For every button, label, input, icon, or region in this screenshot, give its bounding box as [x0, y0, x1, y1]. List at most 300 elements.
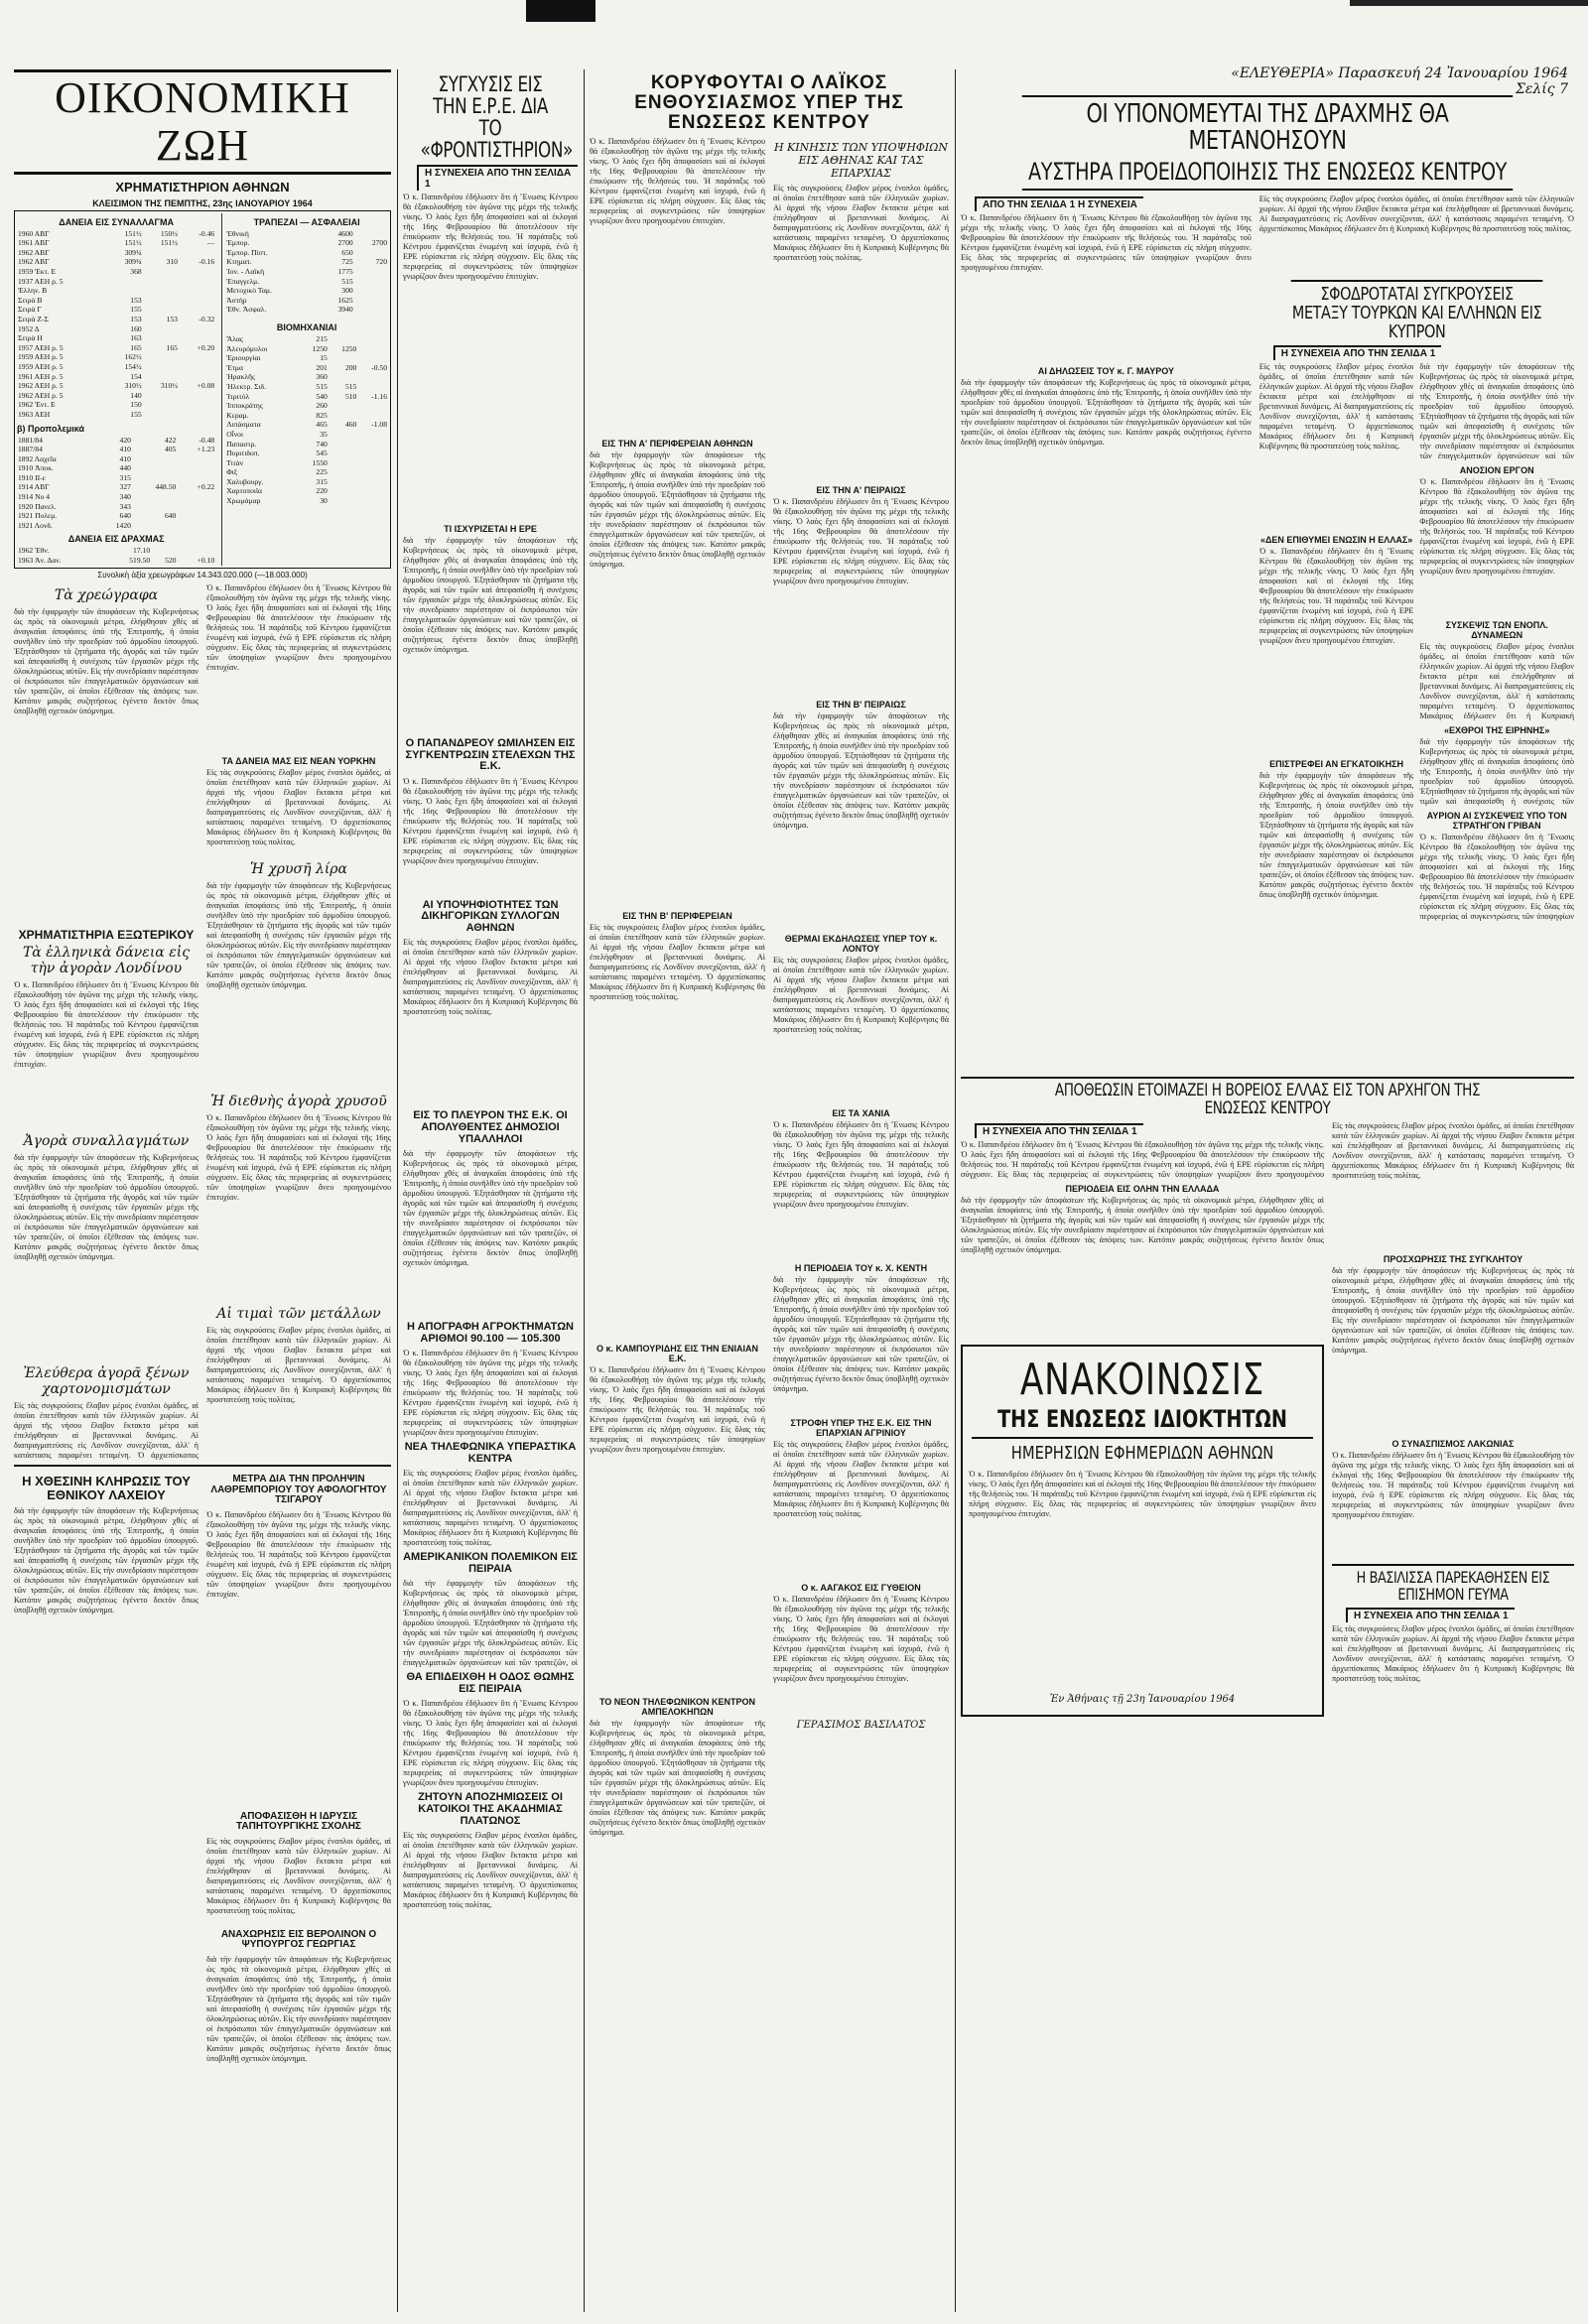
table-cell: 1910 Ἀποκ.: [18, 463, 54, 473]
dismissed-title: ΕΙΣ ΤΟ ΠΛΕΥΡΟΝ ΤΗΣ Ε.Κ. ΟΙ ΑΠΟΛΥΘΕΝΤΕΣ ΔΗΜΟΣΙΟΙ ΥΠΑΛΛΗΛΟΙ: [413, 1109, 568, 1145]
table-cell: [329, 372, 358, 382]
prewar-header: β) Προπολεμικά: [17, 423, 84, 434]
table-cell: [354, 286, 388, 296]
table-cell: [143, 267, 179, 277]
loan-row: [17, 315, 215, 324]
table-cell: Χρωμάμαρ: [226, 496, 261, 506]
table-cell: -0.32: [198, 314, 215, 323]
filler-text: διὰ τὴν ἐφαρμογὴν τῶν ἀποφάσεων τῆς Κυβερνήσεως ὡς πρὸς τὰ οἰκονομικὰ μέτρα, ἐλήφθησαν χθὲς αἱ ἀναγκαῖαι ἀποφάσεις ὑπὸ τῆς Ἐπιτροπῆς, ἡ ὁποία συνῆλθεν ὑπὸ τὴν προεδρίαν τοῦ ἁρμοδίου ὑπουργοῦ. Ἐξητάσθησαν τὰ ζητήματα τῆς ἀγορᾶς καὶ τῶν τιμῶν καὶ ἀπεφασίσθη ἡ συνέχισις τῶν ἐργασιῶν μέχρι τῆς ὁλοκληρώσεως αὐτῶν. Εἰς τὴν συνεδρίασιν παρέστησαν οἱ ἐκπρόσωποι τῶν ἐπαγγελματικῶν ὀργανώσεων καὶ τῶν τραπεζῶν, οἱ ὁποῖοι ἐξέθεσαν τὰς ἀπόψεις των. Κατόπιν μακρᾶς συζητήσεως ἐγένετο δεκτὸν ὅπως ὑποβληθῇ σχετικὸν ὑπόμνημα.: [14, 1153, 198, 1262]
prewar-row: [17, 473, 215, 483]
table-cell: 162½: [124, 352, 142, 362]
table-cell: +1.23: [197, 445, 215, 454]
table-cell: [179, 410, 215, 420]
table-cell: [179, 296, 215, 306]
enthusiasm-column: [590, 69, 949, 2312]
filler-text: Εἰς τὰς συγκρούσεις ἔλαβον μέρος ἐνοπλοι ὁμάδες, αἱ ὁποῖαι ἐπετέθησαν κατὰ τῶν ἑλληνικῶν χωρίων. Αἱ ἀρχαὶ τῆς νήσου ἔλαβον ἔκτακτα μέτρα καὶ ἐπελήφθησαν αἱ βρεταννικαὶ δυνάμεις. Αἱ διαπραγματεύσεις εἰς Λονδῖνον συνεχίζονται, ἀλλ' ἡ κατάστασις παραμένει τεταμένη. Ὁ ἀρχιεπίσκοπος Μακάριος ἐδήλωσεν ὅτι ἡ Κυπριακὴ Κυβέρνησις θὰ προστατεύσῃ τοὺς πολίτας.: [403, 1831, 578, 1910]
domestic-header: ΔΑΝΕΙΑ ΕΙΣ ΔΡΑΧΜΑΣ: [67, 534, 165, 545]
section-head: ΕΙΣ ΤΗΝ Β' ΠΕΙΡΑΙΩΣ: [816, 699, 906, 710]
loan-row: [17, 381, 215, 391]
table-cell: 150: [130, 400, 142, 410]
industry-row: [225, 449, 388, 458]
table-cell: [179, 248, 215, 258]
table-cell: [143, 296, 179, 306]
filler-text: Εἰς τὰς συγκρούσεις ἔλαβον μέρος ἐνοπλοι ὁμάδες, αἱ ὁποῖαι ἐπετέθησαν κατὰ τῶν ἑλληνικῶν χωρίων. Αἱ ἀρχαὶ τῆς νήσου ἔλαβον ἔκτακτα μέτρα καὶ ἐπελήφθησαν αἱ βρεταννικαὶ δυνάμεις. Αἱ διαπραγματεύσεις εἰς Λονδῖνον συνεχίζονται, ἀλλ' ἡ κατάστασις παραμένει τεταμένη. Ὁ ἀρχιεπίσκοπος Μακάριος ἐδήλωσεν ὅτι ἡ Κυπριακὴ Κυβέρνησις θὰ προστατεύσῃ τοὺς πολίτας.: [403, 1469, 578, 1548]
table-cell: 1962 Ἐντ. Ε: [18, 400, 56, 410]
foreign-exchange-title: ΧΡΗΜΑΤΙΣΤΗΡΙΑ ΕΞΩΤΕΡΙΚΟΥ: [18, 927, 195, 942]
filler-text: Εἰς τὰς συγκρούσεις ἔλαβον μέρος ἐνοπλοι ὁμάδες, αἱ ὁποῖαι ἐπετέθησαν κατὰ τῶν ἑλληνικῶν χωρίων. Αἱ ἀρχαὶ τῆς νήσου ἔλαβον ἔκτακτα μέτρα καὶ ἐπελήφθησαν αἱ βρεταννικαὶ δυνάμεις. Αἱ διαπραγματεύσεις εἰς Λονδῖνον συνεχίζονται, ἀλλ' ἡ κατάστασις παραμένει τεταμένη. Ὁ ἀρχιεπίσκοπος Μακάριος ἐδήλωσεν ὅτι ἡ Κυπριακὴ Κυβέρνησις θὰ προστατεύσῃ τοὺς πολίτας.: [1258, 362, 1414, 452]
loan-row: [17, 372, 215, 382]
loan-row: [17, 352, 215, 362]
filler-text: διὰ τὴν ἐφαρμογὴν τῶν ἀποφάσεων τῆς Κυβερνήσεως ὡς πρὸς τὰ οἰκονομικὰ μέτρα, ἐλήφθησαν χθὲς αἱ ἀναγκαῖαι ἀποφάσεις ὑπὸ τῆς Ἐπιτροπῆς, ἡ ὁποία συνῆλθεν ὑπὸ τὴν προεδρίαν τοῦ ἁρμοδίου ὑπουργοῦ. Ἐξητάσθησαν τὰ ζητήματα τῆς ἀγορᾶς καὶ τῶν τιμῶν καὶ ἀπεφασίσθη ἡ συνέχισις τῶν ἐργασιῶν μέχρι τῆς ὁλοκληρώσεως αὐτῶν. Εἰς τὴν συνεδρίασιν παρέστησαν οἱ ἐκπρόσωποι τῶν ἐπαγγελματικῶν ὀργανώσεων καὶ τῶν τραπεζῶν, οἱ ὁποῖοι ἐξέθεσαν τὰς ἀπόψεις των. Κατόπιν μακρᾶς συζητήσεως ἐγένετο δεκτὸν ὅπως ὑποβληθῇ σχετικὸν ὑπόμνημα.: [206, 880, 391, 989]
table-cell: 300: [341, 286, 353, 296]
table-cell: [329, 486, 358, 496]
finance-title: ΟΙΚΟΝΟΜΙΚΗ ΖΩΗ: [14, 69, 391, 175]
table-cell: [357, 353, 388, 363]
table-cell: 640: [164, 511, 177, 521]
table-cell: [177, 502, 215, 512]
table-cell: [357, 486, 388, 496]
table-cell: [143, 362, 179, 372]
table-cell: 150½: [160, 228, 178, 238]
table-cell: [143, 352, 179, 362]
filler-text: Εἰς τὰς συγκρούσεις ἔλαβον μέρος ἐνοπλοι ὁμάδες, αἱ ὁποῖαι ἐπετέθησαν κατὰ τῶν ἑλληνικῶν χωρίων. Αἱ ἀρχαὶ τῆς νήσου ἔλαβον ἔκτακτα μέτρα καὶ ἐπελήφθησαν αἱ βρεταννικαὶ δυνάμεις. Αἱ διαπραγματεύσεις εἰς Λονδῖνον συνεχίζονται, ἀλλ' ἡ κατάστασις παραμένει τεταμένη. Ὁ ἀρχιεπίσκοπος Μακάριος ἐδήλωσεν ὅτι ἡ Κυπριακὴ Κυβέρνησις θὰ προστατεύσῃ τοὺς πολίτας.: [773, 183, 949, 262]
metals: Αἱ τιμαὶ τῶν μετάλλων: [216, 1305, 381, 1322]
industry-row: [225, 496, 388, 506]
table-cell: 327: [119, 482, 131, 492]
table-cell: 1957 ΑΕΗ ρ. 5: [18, 342, 64, 352]
table-cell: 1920 Πανελ.: [18, 501, 57, 511]
table-cell: 155: [130, 305, 142, 315]
fx-trades: Ἀγορὰ συναλλαγμάτων: [23, 1133, 190, 1150]
table-cell: Σειρὰ Η: [18, 333, 43, 343]
right-block: [961, 91, 1574, 2312]
table-cell: 35: [320, 429, 328, 439]
table-cell: [178, 546, 216, 556]
table-cell: Ἰτριτόλ: [226, 391, 250, 401]
table-cell: 30: [320, 496, 328, 506]
table-cell: 140: [130, 390, 142, 400]
table-cell: [179, 267, 215, 277]
table-cell: [177, 473, 215, 483]
road-title: ΘΑ ΕΠΙΔΕΙΧΘΗ Η ΟΔΟΣ ΘΩΜΗΣ ΕΙΣ ΠΕΙΡΑΙΑ: [406, 1671, 575, 1695]
table-cell: 1250: [341, 343, 357, 353]
table-cell: [357, 411, 388, 421]
table-cell: 360: [316, 372, 328, 382]
table-cell: Ἐμπορ. Πίστ.: [226, 247, 268, 257]
prewar-row: [17, 445, 215, 454]
warship-title: ΑΜΕΡΙΚΑΝΙΚΟΝ ΠΟΛΕΜΙΚΟΝ ΕΙΣ ΠΕΙΡΑΙΑ: [403, 1551, 578, 1575]
loan-row: [17, 286, 215, 296]
filler-text: διὰ τὴν ἐφαρμογὴν τῶν ἀποφάσεων τῆς Κυβερνήσεως ὡς πρὸς τὰ οἰκονομικὰ μέτρα, ἐλήφθησαν χθὲς αἱ ἀναγκαῖαι ἀποφάσεις ὑπὸ τῆς Ἐπιτροπῆς, ἡ ὁποία συνῆλθεν ὑπὸ τὴν προεδρίαν τοῦ ἁρμοδίου ὑπουργοῦ. Ἐξητάσθησαν τὰ ζητήματα τῆς ἀγορᾶς καὶ τῶν τιμῶν καὶ ἀπεφασίσθη ἡ συνέχισις τῶν ἐργασιῶν μέχρι τῆς ὁλοκληρώσεως αὐτῶν. Εἰς τὴν συνεδρίασιν παρέστησαν οἱ ἐκπρόσωποι τῶν ἐπαγγελματικῶν ὀργανώσεων καὶ τῶν τραπεζῶν, οἱ ὁποῖοι ἐξέθεσαν τὰς ἀπόψεις των. Κατόπιν μακρᾶς συζητήσεως ἐγένετο δεκτὸν ὅπως ὑποβληθῇ σχετικὸν ὑπόμνημα.: [773, 710, 949, 830]
prewar-row: [17, 521, 215, 531]
table-cell: [354, 296, 388, 306]
table-cell: [179, 333, 215, 343]
column-rule: [584, 69, 585, 2312]
table-cell: 1914 Νο 4: [18, 492, 51, 502]
table-cell: 1775: [337, 267, 353, 277]
filler-text: Ὁ κ. Παπανδρέου ἐδήλωσεν ὅτι ἡ Ἕνωσις Κέντρου θὰ ἐξακολουθήσῃ τὸν ἀγῶνα της μέχρι τῆς τελικῆς νίκης. Ὁ λαὸς ἔχει ἤδη ἀποφασίσει καὶ αἱ ἐκλογαὶ τῆς 16ης Φεβρουαρίου θὰ ἀποτελέσουν τὴν ἐπικύρωσιν τῆς θελήσεώς του. Ἡ παράταξις τοῦ Κέντρου ἐμφανίζεται ἑνωμένη καὶ ἰσχυρά, ἐνῶ ἡ ΕΡΕ εὑρίσκεται εἰς πλήρη σύγχυσιν. Εἰς ὅλας τὰς περιφερείας αἱ συγκεντρώσεις τῶν ὑποψηφίων γνωρίζουν ἄνευ προηγουμένου ἐπιτυχίαν.: [403, 1349, 578, 1438]
table-cell: [329, 477, 358, 487]
filler-text: Ὁ κ. Παπανδρέου ἐδήλωσεν ὅτι ἡ Ἕνωσις Κέντρου θὰ ἐξακολουθήσῃ τὸν ἀγῶνα της μέχρι τῆς τελικῆς νίκης. Ὁ λαὸς ἔχει ἤδη ἀποφασίσει καὶ αἱ ἐκλογαὶ τῆς 16ης Φεβρουαρίου θὰ ἀποτελέσουν τὴν ἐπικύρωσιν τῆς θελήσεώς του. Ἡ παράταξις τοῦ Κέντρου ἐμφανίζεται ἑνωμένη καὶ ἰσχυρά, ἐνῶ ἡ ΕΡΕ εὑρίσκεται εἰς πλήρη σύγχυσιν. Εἰς ὅλας τὰς περιφερείας αἱ συγκεντρώσεις τῶν ὑποψηφίων γνωρίζουν ἄνευ προηγουμένου ἐπιτυχίαν.: [590, 1364, 765, 1454]
lottery-title: Η ΧΘΕΣΙΝΗ ΚΛΗΡΩΣΙΣ ΤΟΥ ΕΘΝΙΚΟΥ ΛΑΧΕΙΟΥ: [22, 1474, 191, 1502]
filler-text: Εἰς τὰς συγκρούσεις ἔλαβον μέρος ἐνοπλοι ὁμάδες, αἱ ὁποῖαι ἐπετέθησαν κατὰ τῶν ἑλληνικῶν χωρίων. Αἱ ἀρχαὶ τῆς νήσου ἔλαβον ἔκτακτα μέτρα καὶ ἐπελήφθησαν αἱ βρεταννικαὶ δυνάμεις. Αἱ διαπραγματεύσεις εἰς Λονδῖνον συνεχίζονται, ἀλλ' ἡ κατάστασις παραμένει τεταμένη. Ὁ ἀρχιεπίσκοπος Μακάριος ἐδήλωσεν ὅτι ἡ Κυπριακὴ Κυβέρνησις θὰ προστατεύσῃ τοὺς πολίτας.: [1332, 1121, 1574, 1181]
section-head: ΣΤΡΟΦΗ ΥΠΕΡ ΤΗΣ Ε.Κ. ΕΙΣ ΤΗΝ ΕΠΑΡΧΙΑΝ ΑΓΡΙΝΙΟΥ: [790, 1417, 932, 1438]
filler-text: Ὁ κ. Παπανδρέου ἐδήλωσεν ὅτι ἡ Ἕνωσις Κέντρου θὰ ἐξακολουθήσῃ τὸν ἀγῶνα της μέχρι τῆς τελικῆς νίκης. Ὁ λαὸς ἔχει ἤδη ἀποφασίσει καὶ αἱ ἐκλογαὶ τῆς 16ης Φεβρουαρίου θὰ ἀποτελέσουν τὴν ἐπικύρωσιν τῆς θελήσεώς του. Ἡ παράταξις τοῦ Κέντρου ἐμφανίζεται ἑνωμένη καὶ ἰσχυρά, ἐνῶ ἡ ΕΡΕ εὑρίσκεται εἰς πλήρη σύγχυσιν. Εἰς ὅλας τὰς περιφερείας αἱ συγκεντρώσεις τῶν ὑποψηφίων γνωρίζουν ἄνευ προηγουμένου: [961, 1140, 1324, 1180]
industry-row: [225, 411, 388, 421]
polemic-column: [403, 69, 578, 2312]
north-kicker: Η ΣΥΝΕΧΕΙΑ ΑΠΟ ΤΗΝ ΣΕΛΙΔΑ 1: [975, 1123, 1324, 1138]
table-cell: 515: [344, 381, 357, 391]
filler-text: Ὁ κ. Παπανδρέου ἐδήλωσεν ὅτι ἡ Ἕνωσις Κέντρου θὰ ἐξακολουθήσῃ τὸν ἀγῶνα της μέχρι τῆς τελικῆς νίκης. Ὁ λαὸς ἔχει ἤδη ἀποφασίσει καὶ αἱ ἐκλογαὶ τῆς 16ης Φεβρουαρίου θὰ ἀποτελέσουν τὴν ἐπικύρωσιν τῆς θελήσεώς του. Ἡ παράταξις τοῦ Κέντρου ἐμφανίζεται ἑνωμένη καὶ ἰσχυρά, ἐνῶ ἡ ΕΡΕ εὑρίσκεται εἰς πλήρη σύγχυσιν. Εἰς ὅλας τὰς περιφερείας αἱ συγκεντρώσεις τῶν ὑποψηφίων γνωρίζουν ἄνευ προηγουμένου ἐπιτυχίαν.: [590, 136, 765, 225]
table-cell: 640: [119, 511, 131, 521]
loans-ny: ΤΑ ΔΑΝΕΙΑ ΜΑΣ ΕΙΣ ΝΕΑΝ ΥΟΡΚΗΝ: [221, 755, 376, 766]
filler-text: Ὁ κ. Παπανδρέου ἐδήλωσεν ὅτι ἡ Ἕνωσις Κέντρου θὰ ἐξακολουθήσῃ τὸν ἀγῶνα της μέχρι τῆς τελικῆς νίκης. Ὁ λαὸς ἔχει ἤδη ἀποφασίσει καὶ αἱ ἐκλογαὶ τῆς 16ης Φεβρουαρίου θὰ ἀποτελέσουν τὴν ἐπικύρωσιν τῆς θελήσεώς του. Ἡ παράταξις τοῦ Κέντρου ἐμφανίζεται ἑνωμένη καὶ ἰσχυρά, ἐνῶ ἡ ΕΡΕ εὑρίσκεται εἰς πλήρη σύγχυσιν. Εἰς ὅλας τὰς περιφερείας αἱ συγκεντρώσεις τῶν ὑποψηφίων γνωρίζουν ἄνευ προηγουμένου ἐπιτυχίαν.: [14, 980, 198, 1070]
table-cell: 155: [130, 409, 142, 419]
table-cell: [143, 286, 179, 296]
table-cell: 315: [316, 476, 328, 486]
industry-row: [225, 363, 388, 373]
loan-row: [17, 324, 215, 334]
industry-header: ΒΙΟΜΗΧΑΝΙΑΙ: [276, 322, 337, 332]
table-cell: [151, 546, 177, 556]
table-cell: 1881/84: [18, 435, 43, 445]
mavros-head: ΑΙ ΔΗΛΩΣΕΙΣ ΤΟΥ κ. Γ. ΜΑΥΡΟΥ: [1037, 365, 1174, 376]
table-cell: 740: [316, 439, 328, 449]
filler-text: διὰ τὴν ἐφαρμογὴν τῶν ἀποφάσεων τῆς Κυβερνήσεως ὡς πρὸς τὰ οἰκονομικὰ μέτρα, ἐλήφθησαν χθὲς αἱ ἀναγκαῖαι ἀποφάσεις ὑπὸ τῆς Ἐπιτροπῆς, ἡ ὁποία συνῆλθεν ὑπὸ τὴν προεδρίαν τοῦ ἁρμοδίου ὑπουργοῦ. Ἐξητάσθησαν τὰ ζητήματα τῆς ἀγορᾶς καὶ τῶν τιμῶν καὶ ἀπεφασίσθη ἡ συνέχισις τῶν: [1419, 737, 1574, 807]
running-header: «ΕΛΕΥΘΕΡΙΑ» Παρασκευή 24 Ἰανουαρίου 1964 Σελίς 7: [1231, 65, 1568, 97]
table-cell: 160: [130, 323, 142, 333]
banquet-title: Η ΒΑΣΙΛΙΣΣΑ ΠΑΡΕΚΑΘΗΣΕΝ ΕΙΣ ΕΠΙΣΗΜΟΝ ΓΕΥΜΑ: [1356, 1568, 1550, 1605]
filler-text: διὰ τὴν ἐφαρμογὴν τῶν ἀποφάσεων τῆς Κυβερνήσεως ὡς πρὸς τὰ οἰκονομικὰ μέτρα, ἐλήφθησαν χθὲς αἱ ἀναγκαῖαι ἀποφάσεις ὑπὸ τῆς Ἐπιτροπῆς, ἡ ὁποία συνῆλθεν ὑπὸ τὴν προεδρίαν τοῦ ἁρμοδίου ὑπουργοῦ. Ἐξητάσθησαν τὰ ζητήματα τῆς ἀγορᾶς καὶ τῶν τιμῶν καὶ ἀπεφασίσθη ἡ συνέχισις τῶν ἐργασιῶν μέχρι τῆς ὁλοκληρώσεως αὐτῶν. Εἰς τὴν συνεδρίασιν παρέστησαν οἱ ἐκπρόσωποι τῶν ἐπαγγελματικῶν ὀργανώσεων καὶ τῶν τραπεζῶν, οἱ ὁποῖοι ἐξέθεσαν τὰς ἀπόψεις των. Κατόπιν μακρᾶς συζητήσεως ἐγένετο δεκτὸν ὅπως ὑποβληθῇ σχετικὸν ὑπόμνημα.: [14, 1505, 198, 1614]
table-cell: [179, 286, 215, 296]
bank-row: [225, 286, 388, 296]
table-cell: Ἀλευρόμυλοι: [226, 343, 268, 353]
domestic-row: [17, 556, 215, 566]
tobacco-title: ΜΕΤΡΑ ΔΙΑ ΤΗΝ ΠΡΟΛΗΨΙΝ ΛΑΘΡΕΜΠΟΡΙΟΥ ΤΟΥ ΑΦΟΛΟΓΗΤΟΥ ΤΣΙΓΑΡΟΥ: [210, 1474, 387, 1506]
table-cell: 1959 Ἐκτ. Ε: [18, 267, 57, 277]
table-cell: [143, 324, 179, 334]
table-cell: 1960 ΑΒΓ: [18, 228, 50, 238]
bank-row: [225, 267, 388, 277]
industry-row: [225, 382, 388, 392]
table-cell: [132, 463, 177, 473]
table-cell: [357, 334, 388, 344]
table-cell: 3940: [337, 305, 353, 315]
table-cell: [132, 521, 177, 531]
bank-row: [225, 238, 388, 248]
table-cell: Ἱπποκράτης: [226, 401, 263, 411]
table-cell: -1.08: [371, 420, 387, 430]
total-line: Συνολικὴ ἀξία χρεωγράφων 14.343.020.000 (—18.003.000): [97, 570, 308, 580]
table-cell: [132, 454, 177, 464]
gold-market: Ἡ διεθνὴς ἀγορὰ χρυσοῦ: [210, 1093, 387, 1109]
loan-row: [17, 343, 215, 353]
table-cell: 1420: [115, 520, 131, 530]
filler-text: διὰ τὴν ἐφαρμογὴν τῶν ἀποφάσεων τῆς Κυβερνήσεως ὡς πρὸς τὰ οἰκονομικὰ μέτρα, ἐλήφθησαν χθὲς αἱ ἀναγκαῖαι ἀποφάσεις ὑπὸ τῆς Ἐπιτροπῆς, ἡ ὁποία συνῆλθεν ὑπὸ τὴν προεδρίαν τοῦ ἁρμοδίου ὑπουργοῦ. Ἐξητάσθησαν τὰ ζητήματα τῆς ἀγορᾶς καὶ τῶν τιμῶν καὶ ἀπεφασίσθη ἡ συνέχισις τῶν ἐργασιῶν μέχρι τῆς ὁλοκληρώσεως αὐτῶν. Εἰς τὴν συνεδρίασιν παρέστησαν οἱ ἐκπρόσωποι τῶν ἐπαγγελματικῶν ὀργανώσεων καὶ τῶν τραπεζῶν, οἱ ὁποῖοι ἐξέθεσαν τὰς ἀπόψεις των. Κατόπιν μακρᾶς συζητήσεως ἐγένετο δεκτὸν ὅπως ὑποβληθῇ σχετικὸν ὑπόμνημα.: [590, 450, 765, 569]
table-cell: Ἐθνικὴ: [226, 228, 249, 238]
table-cell: Ἐθν. Ἀσφαλ.: [226, 305, 267, 315]
table-cell: -0.50: [371, 362, 387, 372]
table-cell: 310½: [160, 381, 178, 391]
table-cell: 309¾: [124, 257, 142, 267]
cyprus-sub: «ΕΧΘΡΟΙ ΤΗΣ ΕΙΡΗΝΗΣ»: [1444, 725, 1550, 736]
table-cell: 368: [130, 267, 142, 277]
table-cell: 201: [316, 362, 328, 372]
loan-row: [17, 238, 215, 248]
table-cell: 1963 ΑΕΗ: [18, 409, 51, 419]
table-cell: 515: [341, 276, 353, 286]
table-cell: Πυριτιδοπ.: [226, 449, 260, 458]
table-cell: 725: [341, 257, 353, 267]
table-cell: [143, 391, 179, 401]
table-cell: [329, 430, 358, 440]
domestic-table: [17, 546, 215, 565]
cyprus-sub: ΕΠΙΣΤΡΕΦΕΙ ΑΝ ΕΓΚΑΤΟΙΚΗΣΗ: [1269, 759, 1404, 770]
table-cell: 1962 ΑΕΗ ρ. 5: [18, 390, 64, 400]
table-cell: [179, 305, 215, 315]
table-cell: 154½: [124, 361, 142, 371]
table-cell: Ἐμπορ.: [226, 238, 250, 248]
bank-row: [225, 305, 388, 315]
table-cell: 343: [119, 501, 131, 511]
table-cell: Ἄλας: [226, 333, 243, 343]
section-head: Η ΠΕΡΙΟΔΕΙΑ ΤΟΥ κ. Χ. ΚΕΝΤΗ: [794, 1262, 928, 1273]
section-head: ΕΙΣ ΤΑ ΧΑΝΙΑ: [832, 1107, 890, 1118]
table-cell: Ἀστὴρ: [226, 295, 247, 305]
table-cell: [179, 277, 215, 287]
lawyers-title: ΑΙ ΥΠΟΨΗΦΙΟΤΗΤΕΣ ΤΩΝ ΔΙΚΗΓΟΡΙΚΩΝ ΣΥΛΛΟΓΩΝ ΑΘΗΝΩΝ: [421, 898, 560, 934]
filler-text: διὰ τὴν ἐφαρμογὴν τῶν ἀποφάσεων τῆς Κυβερνήσεως ὡς πρὸς τὰ οἰκονομικὰ μέτρα, ἐλήφθησαν χθὲς αἱ ἀναγκαῖαι ἀποφάσεις ὑπὸ τῆς Ἐπιτροπῆς, ἡ ὁποία συνῆλθεν ὑπὸ τὴν προεδρίαν τοῦ ἁρμοδίου ὑπουργοῦ. Ἐξητάσθησαν τὰ ζητήματα τῆς ἀγορᾶς καὶ τῶν τιμῶν καὶ ἀπεφασίσθη ἡ συνέχισις τῶν ἐργασιῶν μέχρι τῆς ὁλοκληρώσεως αὐτῶν. Εἰς τὴν συνεδρίασιν παρέστησαν οἱ ἐκπρόσωποι τῶν ἐπαγγελματικῶν ὀργανώσεων καὶ τῶν τραπεζῶν, οἱ ὁποῖοι ἐξέθεσαν τὰς ἀπόψεις των. Κατόπιν μακρᾶς συζητήσεως ἐγένετο δεκτὸν ὅπως ὑποβληθῇ σχετικὸν ὑπόμνημα.: [1332, 1266, 1574, 1356]
table-cell: [354, 277, 388, 287]
table-cell: Φιξ: [226, 467, 238, 477]
prewar-table: [17, 436, 215, 531]
table-cell: 1921 Πολεμ.: [18, 511, 58, 521]
industry-row: [225, 353, 388, 363]
filler-text: Ὁ κ. Παπανδρέου ἐδήλωσεν ὅτι ἡ Ἕνωσις Κέντρου θὰ ἐξακολουθήσῃ τὸν ἀγῶνα της μέχρι τῆς τελικῆς νίκης. Ὁ λαὸς ἔχει ἤδη ἀποφασίσει καὶ αἱ ἐκλογαὶ τῆς 16ης Φεβρουαρίου θὰ ἀποτελέσουν τὴν ἐπικύρωσιν τῆς θελήσεώς του. Ἡ παράταξις τοῦ Κέντρου ἐμφανίζεται ἑνωμένη καὶ ἰσχυρά, ἐνῶ ἡ ΕΡΕ εὑρίσκεται εἰς πλήρη σύγχυσιν. Εἰς ὅλας τὰς περιφερείας αἱ συγκεντρώσεις τῶν ὑποψηφίων γνωρίζουν ἄνευ προηγουμένου ἐπιτυχίαν.: [206, 582, 391, 672]
table-cell: 1250: [312, 343, 328, 353]
table-cell: Ἐριουργίαι: [226, 353, 261, 363]
loan-row: [17, 277, 215, 287]
table-cell: 1962 Ἐθν.: [18, 546, 50, 556]
section-head: ΘΕΡΜΑΙ ΕΚΔΗΛΩΣΕΙΣ ΥΠΕΡ ΤΟΥ κ. ΛΟΝΤΟΥ: [784, 933, 938, 954]
table-cell: Χαλυβουργ.: [226, 476, 264, 486]
table-cell: 4600: [337, 228, 353, 238]
table-cell: 1959 ΑΕΗ ρ. 5: [18, 361, 64, 371]
announcement-subtitle: ΤΗΣ ΕΝΩΣΕΩΣ ΙΔΙΟΚΤΗΤΩΝ: [972, 1405, 1313, 1439]
bank-row: [225, 257, 388, 267]
table-cell: [357, 382, 388, 392]
table-cell: [329, 401, 358, 411]
cyprus-kicker: Η ΣΥΝΕΧΕΙΑ ΑΠΟ ΤΗΝ ΣΕΛΙΔΑ 1: [1273, 345, 1574, 360]
industry-row: [225, 477, 388, 487]
table-cell: [143, 400, 179, 410]
north-sub: Ο ΣΥΝΑΣΠΙΣΜΟΣ ΛΑΚΩΝΙΑΣ: [1391, 1439, 1515, 1450]
table-cell: 465: [316, 420, 328, 430]
table-cell: [179, 362, 215, 372]
table-cell: 215: [316, 333, 328, 343]
table-cell: [357, 344, 388, 354]
phones-title: ΝΕΑ ΤΗΛΕΦΩΝΙΚΑ ΥΠΕΡΑΣΤΙΚΑ ΚΕΝΤΡΑ: [404, 1441, 577, 1465]
table-cell: 405: [164, 445, 177, 454]
table-cell: 422: [164, 435, 177, 445]
filler-text: Εἰς τὰς συγκρούσεις ἔλαβον μέρος ἐνοπλοι ὁμάδες, αἱ ὁποῖαι ἐπετέθησαν κατὰ τῶν ἑλληνικῶν χωρίων. Αἱ ἀρχαὶ τῆς νήσου ἔλαβον ἔκτακτα μέτρα καὶ ἐπελήφθησαν αἱ βρεταννικαὶ δυνάμεις. Αἱ διαπραγματεύσεις εἰς Λονδῖνον συνεχίζονται, ἀλλ' ἡ κατάστασις παραμένει τεταμένη. Ὁ ἀρχιεπίσκοπος Μακάριος ἐδήλωσεν ὅτι ἡ Κυπριακὴ Κυβέρνησις θὰ προστατεύσῃ τοὺς πολίτας.: [206, 767, 391, 846]
filler-text: Εἰς τὰς συγκρούσεις ἔλαβον μέρος ἐνοπλοι ὁμάδες, αἱ ὁποῖαι ἐπετέθησαν κατὰ τῶν ἑλληνικῶν χωρίων. Αἱ ἀρχαὶ τῆς νήσου ἔλαβον ἔκτακτα μέτρα καὶ ἐπελήφθησαν αἱ βρεταννικαὶ δυνάμεις. Αἱ διαπραγματεύσεις εἰς Λονδῖνον συνεχίζονται, ἀλλ' ἡ κατάστασις παραμένει τεταμένη. Ὁ ἀρχιεπίσκοπος Μακάριος ἐδήλωσεν ὅτι ἡ Κυπριακὴ Κυβέρνησις θὰ προστατεύσῃ τοὺς πολίτας.: [1332, 1624, 1574, 1684]
table-cell: [177, 463, 215, 473]
table-cell: Μετοχικὸ Ταμ.: [226, 286, 272, 296]
filler-text: Ὁ κ. Παπανδρέου ἐδήλωσεν ὅτι ἡ Ἕνωσις Κέντρου θὰ ἐξακολουθήσῃ τὸν ἀγῶνα της μέχρι τῆς τελικῆς νίκης. Ὁ λαὸς ἔχει ἤδη ἀποφασίσει καὶ αἱ ἐκλογαὶ τῆς 16ης Φεβρουαρίου θὰ ἀποτελέσουν τὴν ἐπικύρωσιν τῆς θελήσεώς του. Ἡ παράταξις τοῦ Κέντρου ἐμφανίζεται ἑνωμένη καὶ ἰσχυρά, ἐνῶ ἡ ΕΡΕ εὑρίσκεται εἰς πλήρη σύγχυσιν. Εἰς ὅλας τὰς περιφερείας αἱ συγκεντρώσεις τῶν ὑποψηφίων γνωρίζουν ἄνευ προηγουμένου ἐπιτυχίαν.: [1258, 547, 1414, 646]
filler-text: Εἰς τὰς συγκρούσεις ἔλαβον μέρος ἐνοπλοι ὁμάδες, αἱ ὁποῖαι ἐπετέθησαν κατὰ τῶν ἑλληνικῶν χωρίων. Αἱ ἀρχαὶ τῆς νήσου ἔλαβον ἔκτακτα μέτρα καὶ ἐπελήφθησαν αἱ βρεταννικαὶ δυνάμεις. Αἱ διαπραγματεύσεις εἰς Λονδῖνον συνεχίζονται, ἀλλ' ἡ κατάστασις παραμένει τεταμένη. Ὁ ἀρχιεπίσκοπος Μακάριος ἐδήλωσεν ὅτι ἡ Κυπριακὴ Κυβέρνησις θὰ προστατεύσῃ τοὺς πολίτας.: [773, 955, 949, 1034]
exchange-date: ΚΛΕΙΣΙΜΟΝ ΤΗΣ ΠΕΜΠΤΗΣ, 23ης ΙΑΝΟΥΑΡΙΟΥ 1964: [92, 197, 313, 208]
filler-text: διὰ τὴν ἐφαρμογὴν τῶν ἀποφάσεων τῆς Κυβερνήσεως ὡς πρὸς τὰ οἰκονομικὰ μέτρα, ἐλήφθησαν χθὲς αἱ ἀναγκαῖαι ἀποφάσεις ὑπὸ τῆς Ἐπιτροπῆς, ἡ ὁποία συνῆλθεν ὑπὸ τὴν προεδρίαν τοῦ ἁρμοδίου ὑπουργοῦ. Ἐξητάσθησαν τὰ ζητήματα τῆς ἀγορᾶς καὶ τῶν τιμῶν καὶ ἀπεφασίσθη ἡ συνέχισις τῶν ἐργασιῶν μέχρι τῆς ὁλοκληρώσεως αὐτῶν. Εἰς τὴν συνεδρίασιν παρέστησαν οἱ ἐκπρόσωποι τῶν ἐπαγγελματικῶν ὀργανώσεων καὶ τῶν τραπεζῶν, οἱ ὁποῖοι ἐξέθεσαν τὰς ἀπόψεις των. Κατόπιν μακρᾶς συζητήσεως ἐγένετο δεκτὸν ὅπως ὑποβληθῇ σχετικὸν ὑπόμνημα.: [206, 1954, 391, 2063]
table-cell: 220: [316, 486, 328, 496]
table-cell: 540: [316, 391, 328, 401]
section-head: ΕΙΣ ΤΗΝ Β' ΠΕΡΙΦΕΡΕΙΑΝ: [622, 910, 732, 921]
polemic-kicker: Η ΣΥΝΕΧΕΙΑ ΑΠΟ ΤΗΝ ΣΕΛΙΔΑ 1: [417, 165, 578, 191]
table-cell: 1887/84: [18, 445, 43, 454]
table-cell: 163: [130, 333, 142, 343]
industry-row: [225, 344, 388, 354]
filler-text: διὰ τὴν ἐφαρμογὴν τῶν ἀποφάσεων τῆς Κυβερνήσεως ὡς πρὸς τὰ οἰκονομικὰ μέτρα, ἐλήφθησαν χθὲς αἱ ἀναγκαῖαι ἀποφάσεις ὑπὸ τῆς Ἐπιτροπῆς, ἡ ὁποία συνῆλθεν ὑπὸ τὴν προεδρίαν τοῦ ἁρμοδίου ὑπουργοῦ. Ἐξητάσθησαν τὰ ζητήματα τῆς ἀγορᾶς καὶ τῶν τιμῶν καὶ ἀπεφασίσθη ἡ συνέχισις τῶν ἐργασιῶν μέχρι τῆς ὁλοκληρώσεως αὐτῶν. Εἰς τὴν συνεδρίασιν παρέστησαν οἱ ἐκπρόσωποι τῶν ἐπαγγελματικῶν ὀργανώσεων καὶ τῶν τραπεζῶν, οἱ ὁποῖοι ἐξέθεσαν τὰς ἀπόψεις των. Κατόπιν μακρᾶς συζητήσεως ἐγένετο δεκτὸν ὅπως ὑποβληθῇ σχετικὸν ὑπόμνημα.: [961, 377, 1252, 447]
industry-row: [225, 440, 388, 450]
table-cell: [143, 333, 179, 343]
table-cell: [143, 372, 179, 382]
land-census-title: Η ΑΠΟΓΡΑΦΗ ΑΓΡΟΚΤΗΜΑΤΩΝ ΑΡΙΘΜΟΙ 90.100 — 105.300: [407, 1321, 574, 1345]
table-cell: 1892 Λαχεῖα: [18, 453, 57, 463]
table-cell: [179, 324, 215, 334]
table-cell: 720: [375, 257, 387, 267]
table-cell: 825: [316, 410, 328, 420]
table-cell: Κεραμ.: [226, 410, 249, 420]
table-cell: 410: [119, 453, 131, 463]
filler-text: διὰ τὴν ἐφαρμογὴν τῶν ἀποφάσεων τῆς Κυβερνήσεως ὡς πρὸς τὰ οἰκονομικὰ μέτρα, ἐλήφθησαν χθὲς αἱ ἀναγκαῖαι ἀποφάσεις ὑπὸ τῆς Ἐπιτροπῆς, ἡ ὁποία συνῆλθεν ὑπὸ τὴν προεδρίαν τοῦ ἁρμοδίου ὑπουργοῦ. Ἐξητάσθησαν τὰ ζητήματα τῆς ἀγορᾶς καὶ τῶν τιμῶν καὶ ἀπεφασίσθη ἡ συνέχισις τῶν ἐργασιῶν μέχρι τῆς ὁλοκληρώσεως αὐτῶν. Εἰς τὴν συνεδρίασιν παρέστησαν οἱ ἐκπρόσωποι τῶν ἐπαγγελματικῶν ὀργανώσεων καὶ τῶν τραπεζῶν, οἱ ὁποῖοι ἐξέθεσαν τὰς ἀπόψεις των. Κατόπιν μακρᾶς συζητήσεως ἐγένετο δεκτὸν ὅπως ὑποβληθῇ σχετικὸν ὑπόμνημα.: [1258, 771, 1414, 900]
table-cell: [106, 286, 142, 296]
table-cell: [357, 467, 388, 477]
banquet-kicker: Η ΣΥΝΕΧΕΙΑ ΑΠΟ ΤΗΝ ΣΕΛΙΔΑ 1: [1346, 1608, 1574, 1622]
announcement-date: Ἐν Ἀθήναις τῇ 23η Ἰανουαρίου 1964: [1049, 1694, 1236, 1706]
bonds-head: Τὰ χρεώγραφα: [54, 586, 159, 603]
cyprus-sub: «ΔΕΝ ΕΠΙΘΥΜΕΙ ΕΝΩΣΙΝ Η ΕΛΛΑΣ»: [1259, 535, 1413, 546]
loan-row: [17, 296, 215, 306]
filler-text: Ὁ κ. Παπανδρέου ἐδήλωσεν ὅτι ἡ Ἕνωσις Κέντρου θὰ ἐξακολουθήσῃ τὸν ἀγῶνα της μέχρι τῆς τελικῆς νίκης. Ὁ λαὸς ἔχει ἤδη ἀποφασίσει καὶ αἱ ἐκλογαὶ τῆς 16ης Φεβρουαρίου θὰ ἀποτελέσουν τὴν ἐπικύρωσιν τῆς θελήσεώς του. Ἡ παράταξις τοῦ Κέντρου ἐμφανίζεται ἑνωμένη καὶ ἰσχυρά, ἐνῶ ἡ ΕΡΕ εὑρίσκεται εἰς πλήρη σύγχυσιν. Εἰς ὅλας τὰς περιφερείας αἱ συγκεντρώσεις τῶν ὑποψηφίων γνωρίζουν ἄνευ προηγουμένου ἐπιτυχίαν.: [1332, 1451, 1574, 1520]
drachma-title: ΟΙ ΥΠΟΝΟΜΕΥΤΑΙ ΤΗΣ ΔΡΑΧΜΗΣ ΘΑ ΜΕΤΑΝΟΗΣΟΥΝ: [1022, 95, 1513, 156]
banks-header: ΤΡΑΠΕΖΑΙ — ΑΣΦΑΛΕΙΑΙ: [253, 216, 360, 227]
carpet-school-title: ΑΠΟΦΑΣΙΣΘΗ Η ΙΔΡΥΣΙΣ ΤΑΠΗΤΟΥΡΓΙΚΗΣ ΣΧΟΛΗΣ: [236, 1810, 361, 1833]
table-cell: 310: [166, 257, 178, 267]
table-cell: 165: [130, 342, 142, 352]
table-cell: -0.48: [198, 435, 215, 445]
filler-text: Ὁ κ. Παπανδρέου ἐδήλωσεν ὅτι ἡ Ἕνωσις Κέντρου θὰ ἐξακολουθήσῃ τὸν ἀγῶνα της μέχρι τῆς τελικῆς νίκης. Ὁ λαὸς ἔχει ἤδη ἀποφασίσει καὶ αἱ ἐκλογαὶ τῆς 16ης Φεβρουαρίου θὰ ἀποτελέσουν τὴν ἐπικύρωσιν τῆς θελήσεώς του. Ἡ παράταξις τοῦ Κέντρου ἐμφανίζεται ἑνωμένη καὶ ἰσχυρά, ἐνῶ ἡ ΕΡΕ εὑρίσκεται εἰς πλήρη σύγχυσιν. Εἰς ὅλας τὰς περιφερείας αἱ συγκεντρώσεις τῶν ὑποψηφίων γνωρίζουν ἄνευ προηγουμένου ἐπιτυχίαν.: [403, 193, 578, 282]
table-cell: [329, 411, 358, 421]
table-cell: Σειρὰ Ζ-Σ: [18, 314, 49, 323]
signature: ΓΕΡΑΣΙΜΟΣ ΒΑΣΙΛΑΤΟΣ: [796, 1719, 926, 1731]
table-cell: 1625: [337, 295, 353, 305]
loan-row: [17, 267, 215, 277]
table-cell: 154: [130, 371, 142, 381]
table-cell: 1550: [312, 457, 328, 467]
table-cell: 151½: [124, 238, 142, 248]
table-cell: Σειρὰ Γ: [18, 305, 42, 315]
industry-row: [225, 392, 388, 402]
loan-row: [17, 391, 215, 401]
table-cell: 650: [341, 247, 353, 257]
polemic-title: ΣΥΓΧΥΣΙΣ ΕΙΣ ΤΗΝ Ε.Ρ.Ε. ΔΙΑ ΤΟ «ΦΡΟΝΤΙΣΤΗΡΙΟΝ»: [420, 72, 573, 163]
section-head: ΤΟ ΝΕΟΝ ΤΗΛΕΦΩΝΙΚΟΝ ΚΕΝΤΡΟΝ ΑΜΠΕΛΟΚΗΠΩΝ: [598, 1696, 756, 1717]
table-cell: [143, 277, 179, 287]
table-cell: [354, 229, 388, 239]
industry-row: [225, 458, 388, 468]
filler-text: Εἰς τὰς συγκρούσεις ἔλαβον μέρος ἐνοπλοι ὁμάδες, αἱ ὁποῖαι ἐπετέθησαν κατὰ τῶν ἑλληνικῶν χωρίων. Αἱ ἀρχαὶ τῆς νήσου ἔλαβον ἔκτακτα μέτρα καὶ ἐπελήφθησαν αἱ βρεταννικαὶ δυνάμεις. Αἱ διαπραγματεύσεις εἰς Λονδῖνον συνεχίζονται, ἀλλ' ἡ κατάστασις παραμένει τεταμένη. Ὁ ἀρχιεπίσκοπος Μακάριος ἐδήλωσεν ὅτι ἡ Κυπριακὴ Κυβέρνησις θὰ προστατεύσῃ τοὺς πολίτας.: [403, 938, 578, 1017]
table-cell: Ἐτμα: [226, 362, 243, 372]
filler-text: διὰ τὴν ἐφαρμογὴν τῶν ἀποφάσεων τῆς Κυβερνήσεως ὡς πρὸς τὰ οἰκονομικὰ μέτρα, ἐλήφθησαν χθὲς αἱ ἀναγκαῖαι ἀποφάσεις ὑπὸ τῆς Ἐπιτροπῆς, ἡ ὁποία συνῆλθεν ὑπὸ τὴν προεδρίαν τοῦ ἁρμοδίου ὑπουργοῦ. Ἐξητάσθησαν τὰ ζητήματα τῆς ἀγορᾶς καὶ τῶν τιμῶν καὶ ἀπεφασίσθη ἡ συνέχισις τῶν ἐργασιῶν μέχρι τῆς ὁλοκληρώσεως αὐτῶν. Εἰς τὴν συνεδρίασιν παρέστησαν οἱ ἐκπρόσωποι τῶν ἐπαγγελματικῶν ὀργανώσεων καὶ τῶν τραπεζῶν, οἱ ὁποῖοι ἐξέθεσαν τὰς ἀπόψεις των. Κατόπιν μακρᾶς συζητήσεως ἐγένετο δεκτὸν ὅπως ὑποβληθῇ σχετικὸν ὑπόμνημα.: [590, 1718, 765, 1837]
filler-text: Ὁ κ. Παπανδρέου ἐδήλωσεν ὅτι ἡ Ἕνωσις Κέντρου θὰ ἐξακολουθήσῃ τὸν ἀγῶνα της μέχρι τῆς τελικῆς νίκης. Ὁ λαὸς ἔχει ἤδη ἀποφασίσει καὶ αἱ ἐκλογαὶ τῆς 16ης Φεβρουαρίου θὰ ἀποτελέσουν τὴν ἐπικύρωσιν τῆς θελήσεώς του. Ἡ παράταξις τοῦ Κέντρου ἐμφανίζεται ἑνωμένη καὶ ἰσχυρά, ἐνῶ ἡ ΕΡΕ εὑρίσκεται εἰς πλήρη σύγχυσιν. Εἰς ὅλας τὰς περιφερείας αἱ συγκεντρώσεις τῶν ὑποψηφίων γνωρίζουν ἄνευ προηγουμένου ἐπιτυχίαν.: [969, 1470, 1316, 1519]
filler-text: διὰ τὴν ἐφαρμογὴν τῶν ἀποφάσεων τῆς Κυβερνήσεως ὡς πρὸς τὰ οἰκονομικὰ μέτρα, ἐλήφθησαν χθὲς αἱ ἀναγκαῖαι ἀποφάσεις ὑπὸ τῆς Ἐπιτροπῆς, ἡ ὁποία συνῆλθεν ὑπὸ τὴν προεδρίαν τοῦ ἁρμοδίου ὑπουργοῦ. Ἐξητάσθησαν τὰ ζητήματα τῆς ἀγορᾶς καὶ τῶν τιμῶν καὶ ἀπεφασίσθη ἡ συνέχισις τῶν ἐργασιῶν μέχρι τῆς ὁλοκληρώσεως αὐτῶν. Εἰς τὴν συνεδρίασιν παρέστησαν οἱ ἐκπρόσωποι τῶν ἐπαγγελματικῶν ὀργανώσεων καὶ τῶν τραπεζῶν, οἱ ὁποῖοι ἐξέθεσαν τὰς ἀπόψεις των. Κατόπιν μακρᾶς συζητήσεως ἐγένετο δεκτὸν ὅπως ὑποβληθῇ σχετικὸν ὑπόμνημα.: [14, 606, 198, 715]
compensation-title: ΖΗΤΟΥΝ ΑΠΟΖΗΜΙΩΣΕΙΣ ΟΙ ΚΑΤΟΙΚΟΙ ΤΗΣ ΑΚΑΔΗΜΙΑΣ ΠΛΑΤΩΝΟΣ: [418, 1791, 563, 1827]
table-cell: Οἶνοι: [226, 429, 244, 439]
table-cell: [357, 458, 388, 468]
table-cell: [132, 473, 177, 483]
finance-column: [14, 69, 391, 2312]
industry-row: [225, 334, 388, 344]
north-sub: ΠΡΟΣΧΩΡΗΣΙΣ ΤΗΣ ΣΥΓΚΛΗΤΟΥ: [1383, 1254, 1523, 1265]
bank-row: [225, 229, 388, 239]
table-cell: [329, 334, 358, 344]
table-cell: 545: [316, 449, 328, 458]
table-cell: [132, 502, 177, 512]
table-cell: 1961 ΑΕΗ ρ. 5: [18, 371, 64, 381]
table-cell: [106, 277, 142, 287]
table-cell: [177, 454, 215, 464]
industry-row: [225, 467, 388, 477]
table-cell: Ἰον. - Λαϊκὴ: [226, 267, 265, 277]
table-cell: +0.08: [197, 381, 215, 391]
table-cell: 2700: [337, 238, 353, 248]
table-cell: 1937 ΑΕΗ ρ. 5: [18, 276, 64, 286]
gold-pound: Ἡ χρυσῆ λίρα: [249, 860, 347, 877]
table-cell: 310½: [124, 381, 142, 391]
table-cell: 1963 Ἀν. Δαν.: [18, 556, 62, 566]
drachma-subtitle: ΑΥΣΤΗΡΑ ΠΡΟΕΙΔΟΠΟΙΗΣΙΣ ΤΗΣ ΕΝΩΣΕΩΣ ΚΕΝΤΡΟΥ: [1022, 160, 1513, 191]
filler-text: Ὁ κ. Παπανδρέου ἐδήλωσεν ὅτι ἡ Ἕνωσις Κέντρου θὰ ἐξακολουθήσῃ τὸν ἀγῶνα της μέχρι τῆς τελικῆς νίκης. Ὁ λαὸς ἔχει ἤδη ἀποφασίσει καὶ αἱ ἐκλογαὶ τῆς 16ης Φεβρουαρίου θὰ ἀποτελέσουν τὴν ἐπικύρωσιν τῆς θελήσεώς του. Ἡ παράταξις τοῦ Κέντρου ἐμφανίζεται ἑνωμένη καὶ ἰσχυρά, ἐνῶ ἡ ΕΡΕ εὑρίσκεται εἰς πλήρη σύγχυσιν. Εἰς ὅλας τὰς περιφερείας αἱ συγκεντρώσεις τῶν ὑποψηφίων γνωρίζουν ἄνευ προηγουμένου ἐπιτυχίαν.: [773, 1594, 949, 1683]
table-cell: [329, 440, 358, 450]
loan-row: [17, 333, 215, 343]
greek-loans-london: Τὰ ἑλληνικὰ δάνεια εἰς τὴν ἀγορὰν Λονδίνου: [22, 945, 191, 977]
prewar-row: [17, 482, 215, 492]
cyprus-title: ΣΦΟΔΡΟΤΑΤΑΙ ΣΥΓΚΡΟΥΣΕΙΣ ΜΕΤΑΞΥ ΤΟΥΡΚΩΝ ΚΑΙ ΕΛΛΗΝΩΝ ΕΙΣ ΚΥΠΡΟΝ: [1291, 280, 1543, 342]
table-cell: Ἐλλην. Β: [18, 286, 48, 296]
table-cell: 519.50: [129, 556, 151, 566]
table-cell: [143, 305, 179, 315]
table-cell: [177, 492, 215, 502]
table-cell: [357, 449, 388, 458]
industry-row: [225, 486, 388, 496]
loan-row: [17, 248, 215, 258]
table-cell: 410: [119, 445, 131, 454]
filler-text: διὰ τὴν ἐφαρμογὴν τῶν ἀποφάσεων τῆς Κυβερνήσεως ὡς πρὸς τὰ οἰκονομικὰ μέτρα, ἐλήφθησαν χθὲς αἱ ἀναγκαῖαι ἀποφάσεις ὑπὸ τῆς Ἐπιτροπῆς, ἡ ὁποία συνῆλθεν ὑπὸ τὴν προεδρίαν τοῦ ἁρμοδίου ὑπουργοῦ. Ἐξητάσθησαν τὰ ζητήματα τῆς ἀγορᾶς καὶ τῶν τιμῶν καὶ ἀπεφασίσθη ἡ συνέχισις τῶν ἐργασιῶν μέχρι τῆς ὁλοκληρώσεως αὐτῶν. Εἰς τὴν συνεδρίασιν παρέστησαν οἱ ἐκπρόσωποι τῶν ἐπαγγελματικῶν ὀργανώσεων καὶ τῶν τραπεζῶν, οἱ: [403, 1579, 578, 1668]
table-cell: -0.46: [198, 228, 215, 238]
table-cell: 15: [320, 353, 328, 363]
table-cell: Ἡρακλῆς: [226, 372, 255, 382]
filler-text: διὰ τὴν ἐφαρμογὴν τῶν ἀποφάσεων τῆς Κυβερνήσεως ὡς πρὸς τὰ οἰκονομικὰ μέτρα, ἐλήφθησαν χθὲς αἱ ἀναγκαῖαι ἀποφάσεις ὑπὸ τῆς Ἐπιτροπῆς, ἡ ὁποία συνῆλθεν ὑπὸ τὴν προεδρίαν τοῦ ἁρμοδίου ὑπουργοῦ. Ἐξητάσθησαν τὰ ζητήματα τῆς ἀγορᾶς καὶ τῶν τιμῶν καὶ ἀπεφασίσθη ἡ συνέχισις τῶν ἐργασιῶν μέχρι τῆς ὁλοκληρώσεως αὐτῶν. Εἰς τὴν συνεδρίασιν παρέστησαν οἱ ἐκπρόσωποι τῶν ἐπαγγελματικῶν ὀργανώσεων καὶ τῶν τραπεζῶν, οἱ ὁποῖοι ἐξέθεσαν τὰς ἀπόψεις των. Κατόπιν μακρᾶς συζητήσεως ἐγένετο δεκτὸν ὅπως ὑποβληθῇ σχετικὸν ὑπόμνημα.: [403, 536, 578, 655]
filler-text: Εἰς τὰς συγκρούσεις ἔλαβον μέρος ἐνοπλοι ὁμάδες, αἱ ὁποῖαι ἐπετέθησαν κατὰ τῶν ἑλληνικῶν χωρίων. Αἱ ἀρχαὶ τῆς νήσου ἔλαβον ἔκτακτα μέτρα καὶ ἐπελήφθησαν αἱ βρεταννικαὶ δυνάμεις. Αἱ διαπραγματεύσεις εἰς Λονδῖνον συνεχίζονται, ἀλλ' ἡ κατάστασις παραμένει τεταμένη. Ὁ ἀρχιεπίσκοπος Μακάριος ἐδήλωσεν ὅτι ἡ Κυπριακὴ Κυβέρνησις θὰ προστατεύσῃ τοὺς πολίτας.: [206, 1836, 391, 1915]
table-cell: -1.16: [371, 391, 387, 401]
table-cell: 1921 Λονδ.: [18, 520, 53, 530]
section-head: Ο κ. ΚΑΜΠΟΥΡΙΔΗΣ ΕΙΣ ΤΗΝ ΕΝΙΑΙΑΝ Ε.Κ.: [596, 1343, 759, 1363]
table-cell: Κτηματ.: [226, 257, 252, 267]
table-cell: 153: [130, 314, 142, 323]
table-cell: Τιτὰν: [226, 457, 244, 467]
filler-text: Ὁ κ. Παπανδρέου ἐδήλωσεν ὅτι ἡ Ἕνωσις Κέντρου θὰ ἐξακολουθήσῃ τὸν ἀγῶνα της μέχρι τῆς τελικῆς νίκης. Ὁ λαὸς ἔχει ἤδη ἀποφασίσει καὶ αἱ ἐκλογαὶ τῆς 16ης Φεβρουαρίου θὰ ἀποτελέσουν τὴν ἐπικύρωσιν τῆς θελήσεώς του. Ἡ παράταξις τοῦ Κέντρου ἐμφανίζεται ἑνωμένη καὶ ἰσχυρά, ἐνῶ ἡ ΕΡΕ εὑρίσκεται εἰς πλήρη σύγχυσιν. Εἰς ὅλας τὰς περιφερείας αἱ συγκεντρώσεις τῶν ὑποψηφίων γνωρίζουν ἄνευ προηγουμένου ἐπιτυχίαν.: [961, 212, 1252, 272]
table-cell: 309¾: [124, 247, 142, 257]
